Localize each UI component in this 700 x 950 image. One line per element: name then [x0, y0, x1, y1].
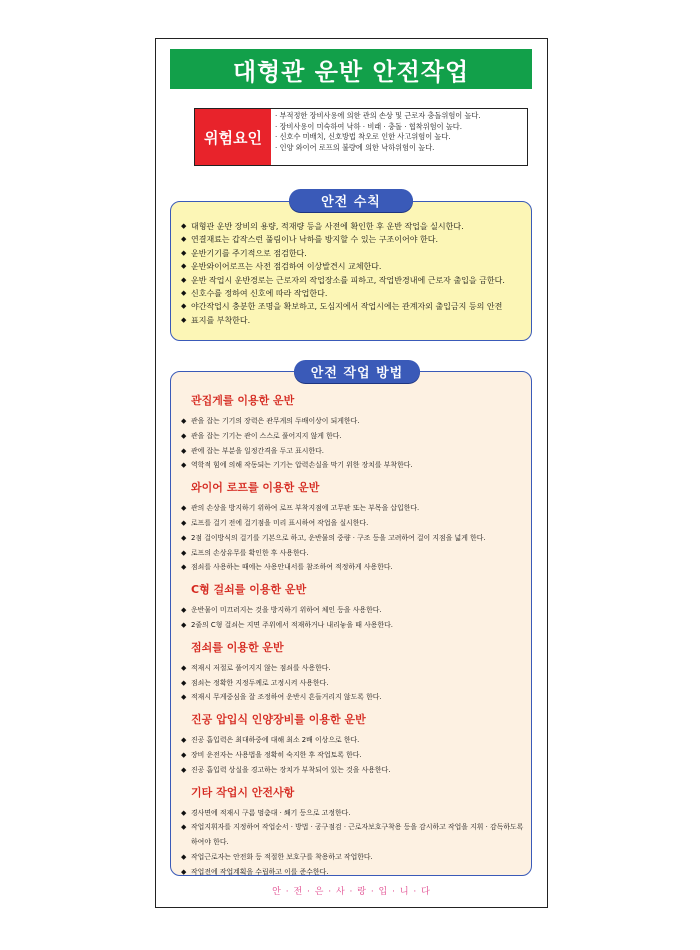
method-section-title: C형 걸쇠를 이용한 운반	[191, 583, 307, 597]
method-section-title: 진공 압입식 인양장비를 이용한 운반	[191, 713, 366, 727]
diamond-bullet-icon: ◆	[181, 808, 187, 817]
diamond-bullet-icon: ◆	[181, 867, 187, 876]
diamond-bullet-icon: ◆	[181, 765, 187, 774]
diamond-bullet-icon: ◆	[181, 750, 187, 759]
risk-item: · 신호수 미배치, 신호방법 착오로 인한 사고위험이 높다.	[275, 132, 451, 141]
method-section	[181, 394, 525, 473]
method-section-title: 관집게를 이용한 운반	[191, 394, 295, 407]
method-item: ◆ 작업지휘자를 지정하여 작업순서 · 방법 · 공구점검 · 근로자보호구착용 등을 감시하고 작업을 지휘 · 감독하도록	[181, 820, 525, 835]
rule-item: ◆ 운반와이어로프는 사전 점검하여 이상발견시 교체한다.	[181, 260, 523, 273]
diamond-bullet-icon: ◆	[181, 248, 187, 257]
method-item: ◆ 2점 걸이방식의 걸기를 기본으로 하고, 운반물의 중량 · 구조 등을 고려하여 걸이 지점을 넓게 한다.	[181, 531, 525, 546]
diamond-bullet-icon: ◆	[181, 222, 187, 230]
diamond-bullet-icon: ◆	[181, 417, 187, 425]
diamond-bullet-icon: ◆	[181, 518, 187, 527]
rule-item: ◆ 야간작업시 충분한 조명을 확보하고, 도심지에서 작업시에는 관계자외 출입금지 등의 안전	[181, 300, 523, 313]
risk-factors-label: 위험요인	[195, 109, 271, 165]
diamond-bullet-icon: ◆	[181, 262, 187, 271]
diamond-bullet-icon: ◆	[181, 446, 187, 455]
rule-item: ◆ 운반 작업시 운반경로는 근로자의 작업장소를 피하고, 작업반경내에 근로자 출입을 금한다.	[181, 274, 523, 287]
method-item: ◆ 진공 흡입력은 최대하중에 대해 최소 2배 이상으로 한다.	[181, 733, 525, 748]
diamond-bullet-icon: ◆	[181, 302, 187, 311]
method-item: ◆ 작업근로자는 안전화 등 적절한 보호구를 착용하고 작업한다.	[181, 850, 525, 865]
safety-methods-heading: 안전 작업 방법	[294, 360, 420, 383]
rule-item: ◆ 표지를 부착한다.	[181, 314, 523, 327]
safety-poster	[155, 38, 548, 908]
diamond-bullet-icon: ◆	[181, 289, 187, 298]
method-section	[181, 583, 525, 633]
method-item: ◆ 관의 손상을 방지하기 위하여 로프 부착지점에 고무판 또는 부목을 삽입한다.	[181, 501, 525, 516]
method-section	[181, 786, 525, 880]
diamond-bullet-icon: ◆	[181, 852, 187, 861]
diamond-bullet-icon: ◆	[181, 736, 187, 745]
method-section-title: 기타 작업시 안전사항	[191, 785, 295, 799]
method-item: ◆ 점쇠를 사용하는 때에는 사용안내서를 참조하여 적정하게 사용한다.	[181, 560, 525, 575]
rule-item: ◆ 연결재료는 갑작스런 풀림이나 낙하를 방지할 수 있는 구조이어야 한다.	[181, 233, 523, 246]
method-item: ◆ 적재시 저절로 풀어지지 않는 점쇠를 사용한다.	[181, 661, 525, 676]
method-item: ◆ 관을 잡는 기기의 장력은 관무게의 두배이상이 되게한다.	[181, 414, 525, 429]
risk-item: · 인양 와이어 로프의 불량에 의한 낙하위험이 높다.	[275, 142, 435, 152]
method-section-title: 점쇠를 이용한 운반	[191, 640, 284, 654]
diamond-bullet-icon: ◆	[181, 823, 187, 832]
diamond-bullet-icon: ◆	[181, 504, 187, 513]
rule-item: ◆ 대형관 운반 장비의 용량, 적재량 등을 사전에 확인한 후 운반 작업을 실시한다.	[181, 220, 523, 233]
diamond-bullet-icon: ◆	[181, 275, 187, 284]
footer-slogan: 안 · 전 · 은 · 사 · 랑 · 입 · 니 · 다	[272, 887, 431, 897]
diamond-bullet-icon: ◆	[181, 235, 187, 244]
diamond-bullet-icon: ◆	[181, 663, 187, 672]
method-item: ◆ 로프의 손상유무를 확인한 후 사용한다.	[181, 546, 525, 561]
method-item: ◆ 로프를 걸기 전에 걸기점을 미리 표시하여 작업을 실시한다.	[181, 516, 525, 531]
method-section	[181, 481, 525, 575]
method-item: ◆ 적재시 무게중심을 잘 조정하여 운반시 흔들거리지 않도록 한다.	[181, 690, 525, 705]
safety-methods-box	[170, 371, 532, 876]
method-section-title: 와이어 로프를 이용한 운반	[191, 481, 320, 495]
method-item: ◆ 2줄의 C형 걸쇠는 지면 주위에서 적재하거나 내리놓을 때 사용한다.	[181, 618, 525, 633]
risk-factors-box	[194, 108, 528, 166]
rule-item: ◆ 신호수를 정하여 신호에 따라 작업한다.	[181, 287, 523, 300]
method-item: ◆ 관에 잡는 부분을 일정간격을 두고 표시한다.	[181, 444, 525, 459]
method-item: 하여야 한다.	[191, 838, 229, 847]
method-item: ◆ 작업전에 작업계획을 수립하고 이를 준수한다.	[181, 865, 525, 880]
risk-factors-list	[271, 109, 527, 165]
method-item: ◆ 점쇠는 정확한 지정두께로 고정시켜 사용한다.	[181, 676, 525, 691]
method-item: ◆ 경사면에 적재시 구름 멈춤대 · 쐐기 등으로 고정한다.	[181, 806, 525, 821]
method-section	[181, 641, 525, 705]
diamond-bullet-icon: ◆	[181, 620, 187, 629]
poster-title: 대형관 운반 안전작업	[170, 49, 532, 89]
diamond-bullet-icon: ◆	[181, 533, 187, 542]
method-item: ◆ 역학적 힘에 의해 작동되는 기기는 압력손실을 막기 위한 장치를 부착한다.	[181, 458, 525, 473]
method-item: ◆ 진공 흡입력 상실을 경고하는 장치가 부착되어 있는 것을 사용한다.	[181, 763, 525, 778]
diamond-bullet-icon: ◆	[181, 678, 187, 687]
diamond-bullet-icon: ◆	[181, 606, 187, 615]
risk-item: · 장비사용이 미숙하여 낙하 · 비래 · 충돌 · 협착위험이 높다.	[275, 121, 463, 131]
diamond-bullet-icon: ◆	[181, 563, 187, 572]
diamond-bullet-icon: ◆	[181, 548, 187, 557]
diamond-bullet-icon: ◆	[181, 461, 187, 470]
safety-rules-heading: 안전 수칙	[289, 189, 413, 212]
rule-item: ◆ 운반기기를 주기적으로 점검한다.	[181, 247, 523, 260]
diamond-bullet-icon: ◆	[181, 315, 187, 324]
safety-rules-box	[170, 201, 532, 341]
risk-item: · 부적정한 장비사용에 의한 관의 손상 및 근로자 충돌위험이 높다.	[275, 111, 481, 120]
diamond-bullet-icon: ◆	[181, 431, 187, 440]
method-item: ◆ 운반물이 미끄러지는 것을 방지하기 위하여 체인 등을 사용한다.	[181, 603, 525, 618]
method-item: ◆ 장비 운전자는 사용법을 정확히 숙지한 후 작업토록 한다.	[181, 748, 525, 763]
method-item: ◆ 관을 잡는 기기는 관이 스스로 풀어지지 않게 한다.	[181, 429, 525, 444]
diamond-bullet-icon: ◆	[181, 693, 187, 702]
method-section	[181, 713, 525, 777]
